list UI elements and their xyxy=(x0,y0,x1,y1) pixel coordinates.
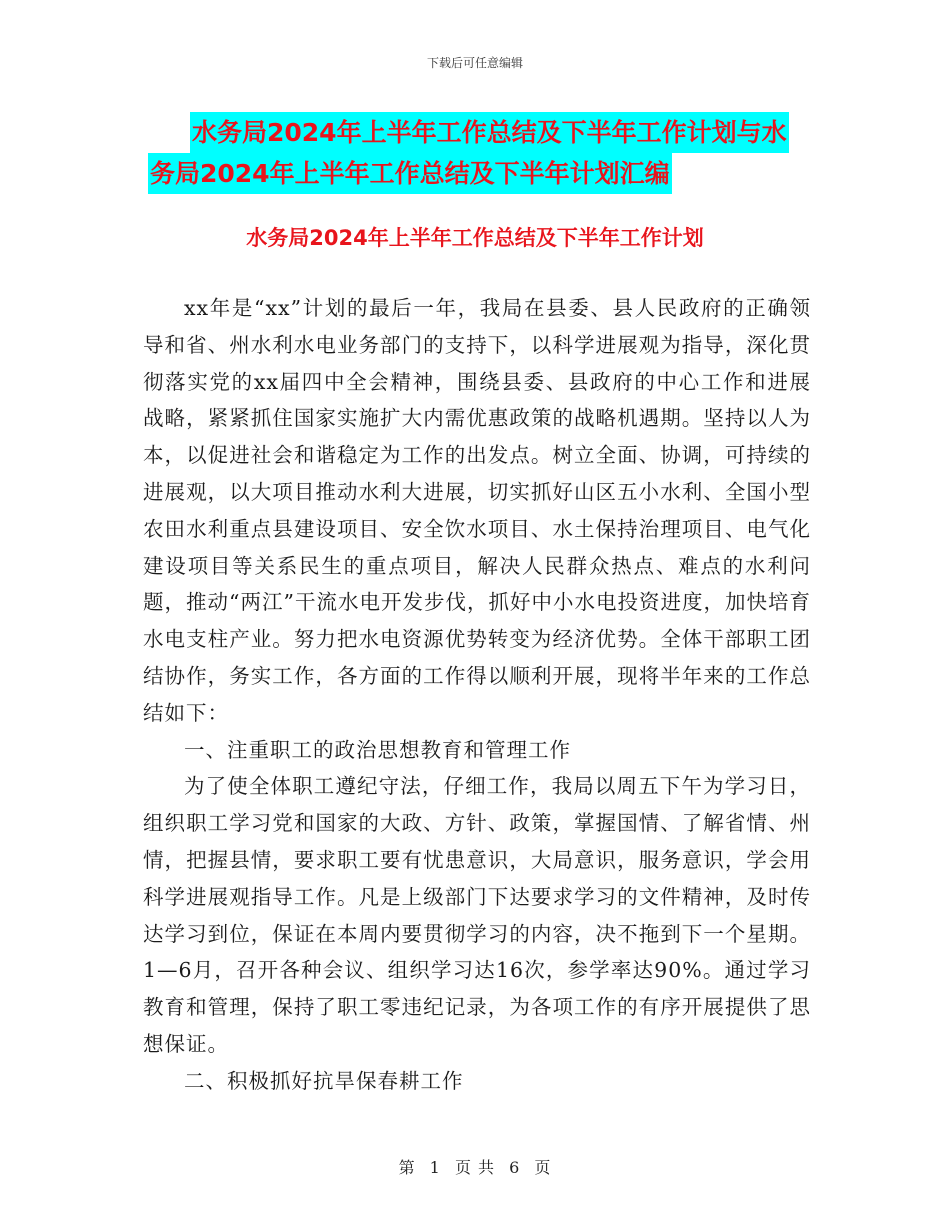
footer-suffix: 页 xyxy=(534,1158,552,1177)
page-footer xyxy=(0,1155,950,1178)
title-line-2: 务局2024年上半年工作总结及下半年计划汇编 xyxy=(148,153,672,194)
document-body xyxy=(143,290,811,1100)
page-header-note: 下载后可任意编辑 xyxy=(426,56,523,70)
footer-middle: 页 共 xyxy=(454,1158,496,1177)
heading-section-2: 二、积极抓好抗旱保春耕工作 xyxy=(184,1068,464,1093)
paragraph-section-1: 为了使全体职工遵纪守法，仔细工作，我局以周五下午为学习日，组织职工学习党和国家的大政、方针、政策，掌握国情、了解省情、州情，把握县情，要求职工要有忧患意识，大局意识，服务意识，学会用科学进展观指导工作。凡是上级部门下达要求学习的文件精神，及时传达学习到位，保证在本周内要贯彻学习的内容，决不拖到下一个星期。1—6月，召开各种会议、组织学习达16次，参学率达90%。通过学习教育和管理，保持了职工零违纪记录，为各项工作的有序开展提供了思想保证。 xyxy=(143,774,811,1056)
heading-section-1: 一、注重职工的政治思想教育和管理工作 xyxy=(184,737,571,762)
footer-prefix: 第 xyxy=(398,1158,416,1177)
paragraph-intro: xx年是“xx”计划的最后一年，我局在县委、县人民政府的正确领导和省、州水利水电业务部门的支持下，以科学进展观为指导，深化贯彻落实党的xx届四中全会精神，围绕县委、县政府的中心工作和进展战略，紧紧抓住国家实施扩大内需优惠政策的战略机遇期。坚持以人为本，以促进社会和谐稳定为工作的出发点。树立全面、协调，可持续的进展观，以大项目推动水利大进展，切实抓好山区五小水利、全国小型农田水利重点县建设项目、安全饮水项目、水土保持治理项目、电气化建设项目等关系民生的重点项目，解决人民群众热点、难点的水利问题，推动“两江”干流水电开发步伐，抓好中小水电投资进度，加快培育水电支柱产业。努力把水电资源优势转变为经济优势。全体干部职工团结协作，务实工作，各方面的工作得以顺利开展，现将半年来的工作总结如下： xyxy=(143,296,811,725)
footer-page-number: 1 xyxy=(429,1158,441,1177)
section-title: 水务局2024年上半年工作总结及下半年工作计划 xyxy=(246,226,704,250)
document-title xyxy=(150,112,830,194)
title-line-1: 水务局2024年上半年工作总结及下半年工作计划与水 xyxy=(190,112,789,153)
footer-total-pages: 6 xyxy=(509,1158,521,1177)
